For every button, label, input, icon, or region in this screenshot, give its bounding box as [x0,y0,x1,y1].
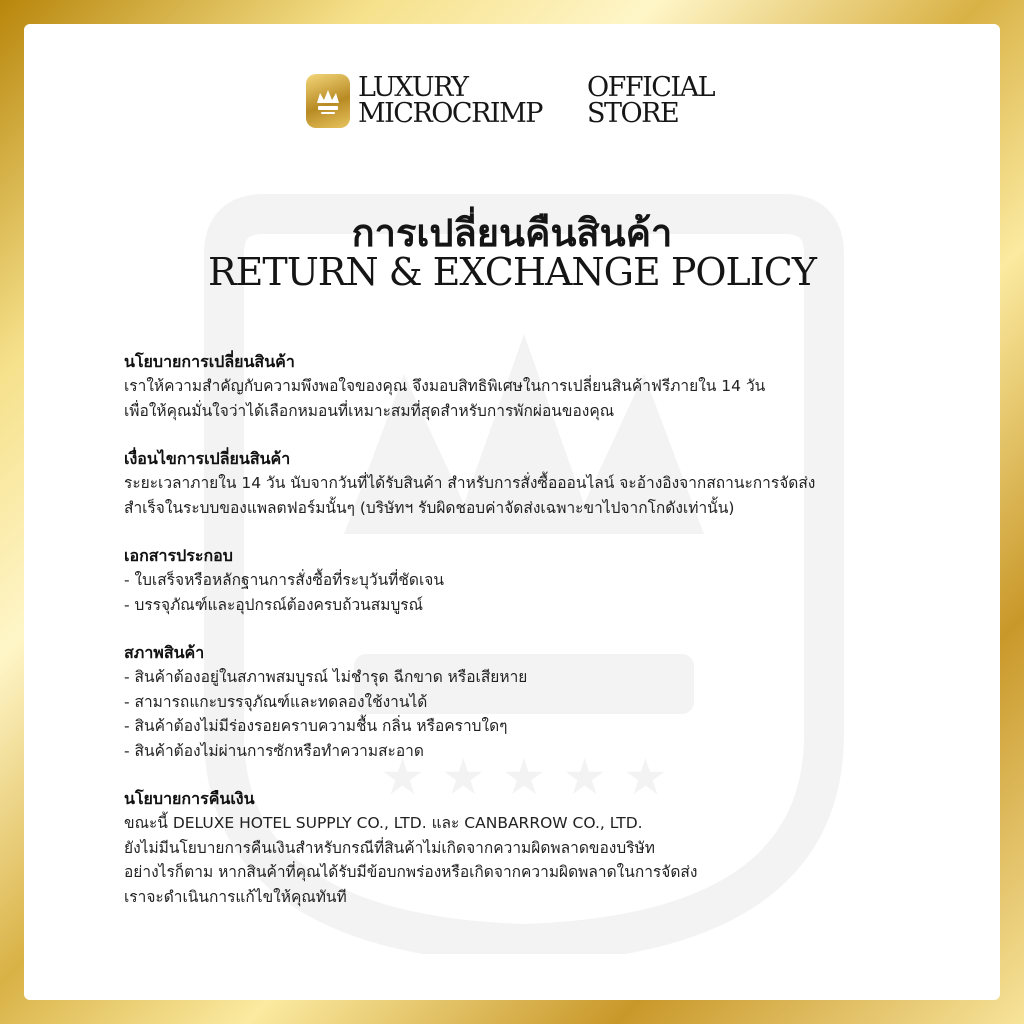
section-line: เพื่อให้คุณมั่นใจว่าได้เลือกหมอนที่เหมาะสมที่สุดสำหรับการพักผ่อนของคุณ [124,401,615,420]
section-heading: นโยบายการคืนเงิน [124,789,255,808]
section-exchange-policy [124,350,924,423]
section-line: ระยะเวลาภายใน 14 วัน นับจากวันที่ได้รับสินค้า สำหรับการสั่งซื้อออนไลน์ จะอ้างอิงจากสถานะการจัดส่ง [124,474,816,492]
crown-icon [306,74,350,128]
section-heading: เงื่อนไขการเปลี่ยนสินค้า [124,449,291,468]
brand-name-line1: LUXURY [358,72,468,103]
section-product-condition [124,641,924,763]
section-heading: นโยบายการเปลี่ยนสินค้า [124,352,295,371]
section-documents [124,544,924,617]
official-line2: STORE [587,98,679,129]
section-line: - สินค้าต้องไม่ผ่านการซักหรือทำความสะอาด [124,741,424,760]
section-line: อย่างไรก็ตาม หากสินค้าที่คุณได้รับมีข้อบกพร่องหรือเกิดจากความผิดพลาดในการจัดส่ง [124,863,698,881]
page-title-english: RETURN & EXCHANGE POLICY [208,250,816,294]
brand-logo [306,74,542,128]
section-line: ยังไม่มีนโยบายการคืนเงินสำหรับกรณีที่สินค้าไม่เกิดจากความผิดพลาดของบริษัท [124,838,655,857]
section-line: - สินค้าต้องไม่มีร่องรอยคราบความชื้น กลิ่น หรือคราบใดๆ [124,717,508,735]
section-line: - ใบเสร็จหรือหลักฐานการสั่งซื้อที่ระบุวันที่ชัดเจน [124,571,444,589]
section-line: ขณะนี้ DELUXE HOTEL SUPPLY CO., LTD. และ CANBARROW CO., LTD. [124,814,643,832]
policy-sections [124,350,924,933]
section-line: - สินค้าต้องอยู่ในสภาพสมบูรณ์ ไม่ชำรุด ฉีกขาด หรือเสียหาย [124,668,528,686]
section-line: เราจะดำเนินการแก้ไขให้คุณทันที [124,887,347,906]
section-line: - สามารถแกะบรรจุภัณฑ์และทดลองใช้งานได้ [124,692,428,711]
official-store-label [587,72,715,129]
official-line1: OFFICIAL [587,72,715,103]
section-heading: เอกสารประกอบ [124,546,233,565]
policy-card [24,24,1000,1000]
section-line: - บรรจุภัณฑ์และอุปกรณ์ต้องครบถ้วนสมบูรณ์ [124,595,423,614]
section-line: เราให้ความสำคัญกับความพึงพอใจของคุณ จึงมอบสิทธิพิเศษในการเปลี่ยนสินค้าฟรีภายใน 14 วัน [124,377,766,395]
brand-name [358,72,542,129]
section-heading: สภาพสินค้า [124,643,205,662]
section-line: สำเร็จในระบบของแพลตฟอร์มนั้นๆ (บริษัทฯ รับผิดชอบค่าจัดส่งเฉพาะขาไปจากโกดังเท่านั้น) [124,498,735,517]
brand-name-line2: MICROCRIMP [358,98,542,129]
section-refund-policy [124,787,924,909]
section-exchange-conditions [124,447,924,520]
page-title-thai: การเปลี่ยนคืนสินค้า [351,211,673,255]
